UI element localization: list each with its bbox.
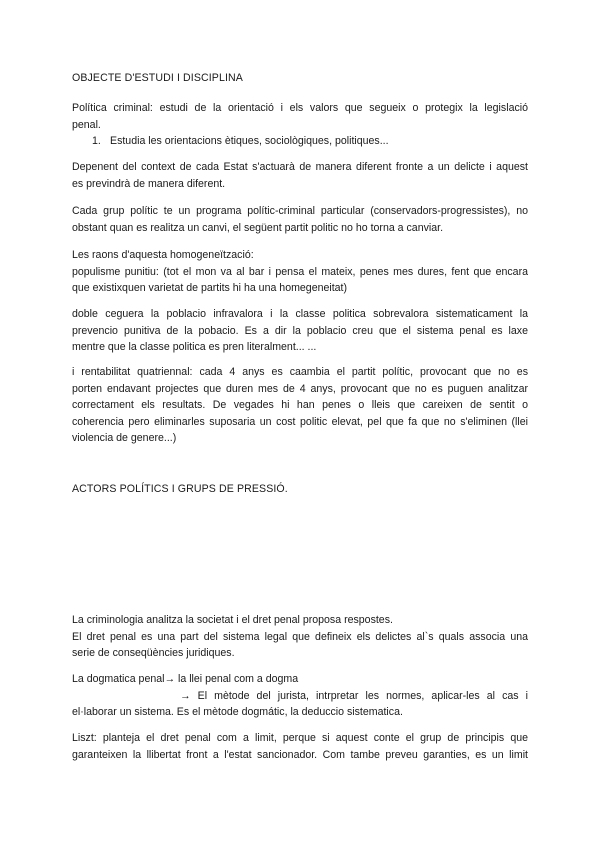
text-line: Cada grup polític te un programa polític-criminal particular (conservadors-progressistes), no (72, 205, 528, 217)
paragraph-liszt (72, 730, 528, 763)
text-line: serie de conseqüències juridiques. (72, 647, 235, 660)
text-line: → El mètode del jurista, intrpretar les normes, aplicar-les al cas i (180, 689, 528, 702)
paragraph-dogmatica (72, 671, 528, 721)
paragraph-raons (72, 247, 528, 297)
text-line: el·laborar un sistema. Es el mètode dogmátic, la deduccio sistematica. (72, 706, 403, 719)
text-line: doble ceguera la poblacio infravalora i la classe politica sobrevalora sistematicament la (72, 308, 528, 320)
heading-objecte-estudi (72, 70, 528, 87)
list-item (72, 133, 528, 150)
text-line: correctament els resultats. De vegades hi han penes o lleis que careixen de sentit o (72, 399, 528, 412)
text-line: violencia de genere...) (72, 432, 177, 445)
heading-actors-politics (72, 481, 528, 498)
text-line: La criminologia analitza la societat i el dret penal proposa respostes. (72, 614, 393, 626)
text-line: coherencia pero eliminarles suposaria un cost politic elevat, pel que fa que no s'eliminen (llei (72, 415, 528, 428)
heading-text: OBJECTE D'ESTUDI I DISCIPLINA (72, 72, 243, 84)
text-line: populisme punitiu: (tot el mon va al bar i pensa el mateix, penes mes dures, fent que encara (72, 265, 528, 278)
text-line: La dogmatica penal→ la llei penal com a dogma (72, 673, 299, 685)
list-number: 1. (92, 135, 101, 148)
text-line: es previndrà de manera diferent. (72, 177, 226, 190)
paragraph-rentabilitat (72, 364, 528, 447)
text-line: garanteixen la llibertat front a l'estat sancionador. Com tambe preveu garanties, es un limit (72, 748, 528, 761)
text-line: Depenent del context de cada Estat s'actuarà de manera diferent fronte a un delicte i aquest (72, 161, 528, 173)
text-line: i rentabilitat quatriennal: cada 4 anys es caambia el partit polític, provocant que no es (72, 366, 528, 378)
text-line: Política criminal: estudi de la orientació i els valors que segueix o protegix la legislació (72, 102, 528, 114)
text-line: porten endavant projectes que duren mes de 4 anys, provocant que no es puguen analitzar (72, 382, 528, 395)
heading-text: ACTORS POLÍTICS I GRUPS DE PRESSIÓ. (72, 483, 288, 495)
paragraph-cada-grup (72, 203, 528, 236)
text-line: prevencio punitiva de la pobacio. Es a dir la poblacio creu que el sistema penal es laxe (72, 324, 528, 337)
text-line: Liszt: planteja el dret penal com a limit, perque si aquest conte el grup de principis que (72, 732, 528, 744)
text-line: que existixquen varietat de partits hi ha una homegeneitat) (72, 282, 348, 295)
paragraph-criminologia (72, 612, 528, 662)
list-item-text: Estudia les orientacions ètiques, sociològiques, politiques... (110, 135, 389, 148)
paragraph-doble-ceguera (72, 306, 528, 356)
paragraph-politica-criminal (72, 100, 528, 150)
text-line: obstant quan es realitza un canvi, el següent partit politic no ho torna a canviar. (72, 221, 444, 234)
text-line: Les raons d'aquesta homogeneïtzació: (72, 249, 254, 261)
text-line: mentre que la classe politica es pren literalment... ... (72, 341, 317, 354)
paragraph-depenent (72, 159, 528, 192)
text-line: penal. (72, 118, 101, 131)
text-line: El dret penal es una part del sistema legal que defineix els delictes al`s quals associa una (72, 630, 528, 643)
